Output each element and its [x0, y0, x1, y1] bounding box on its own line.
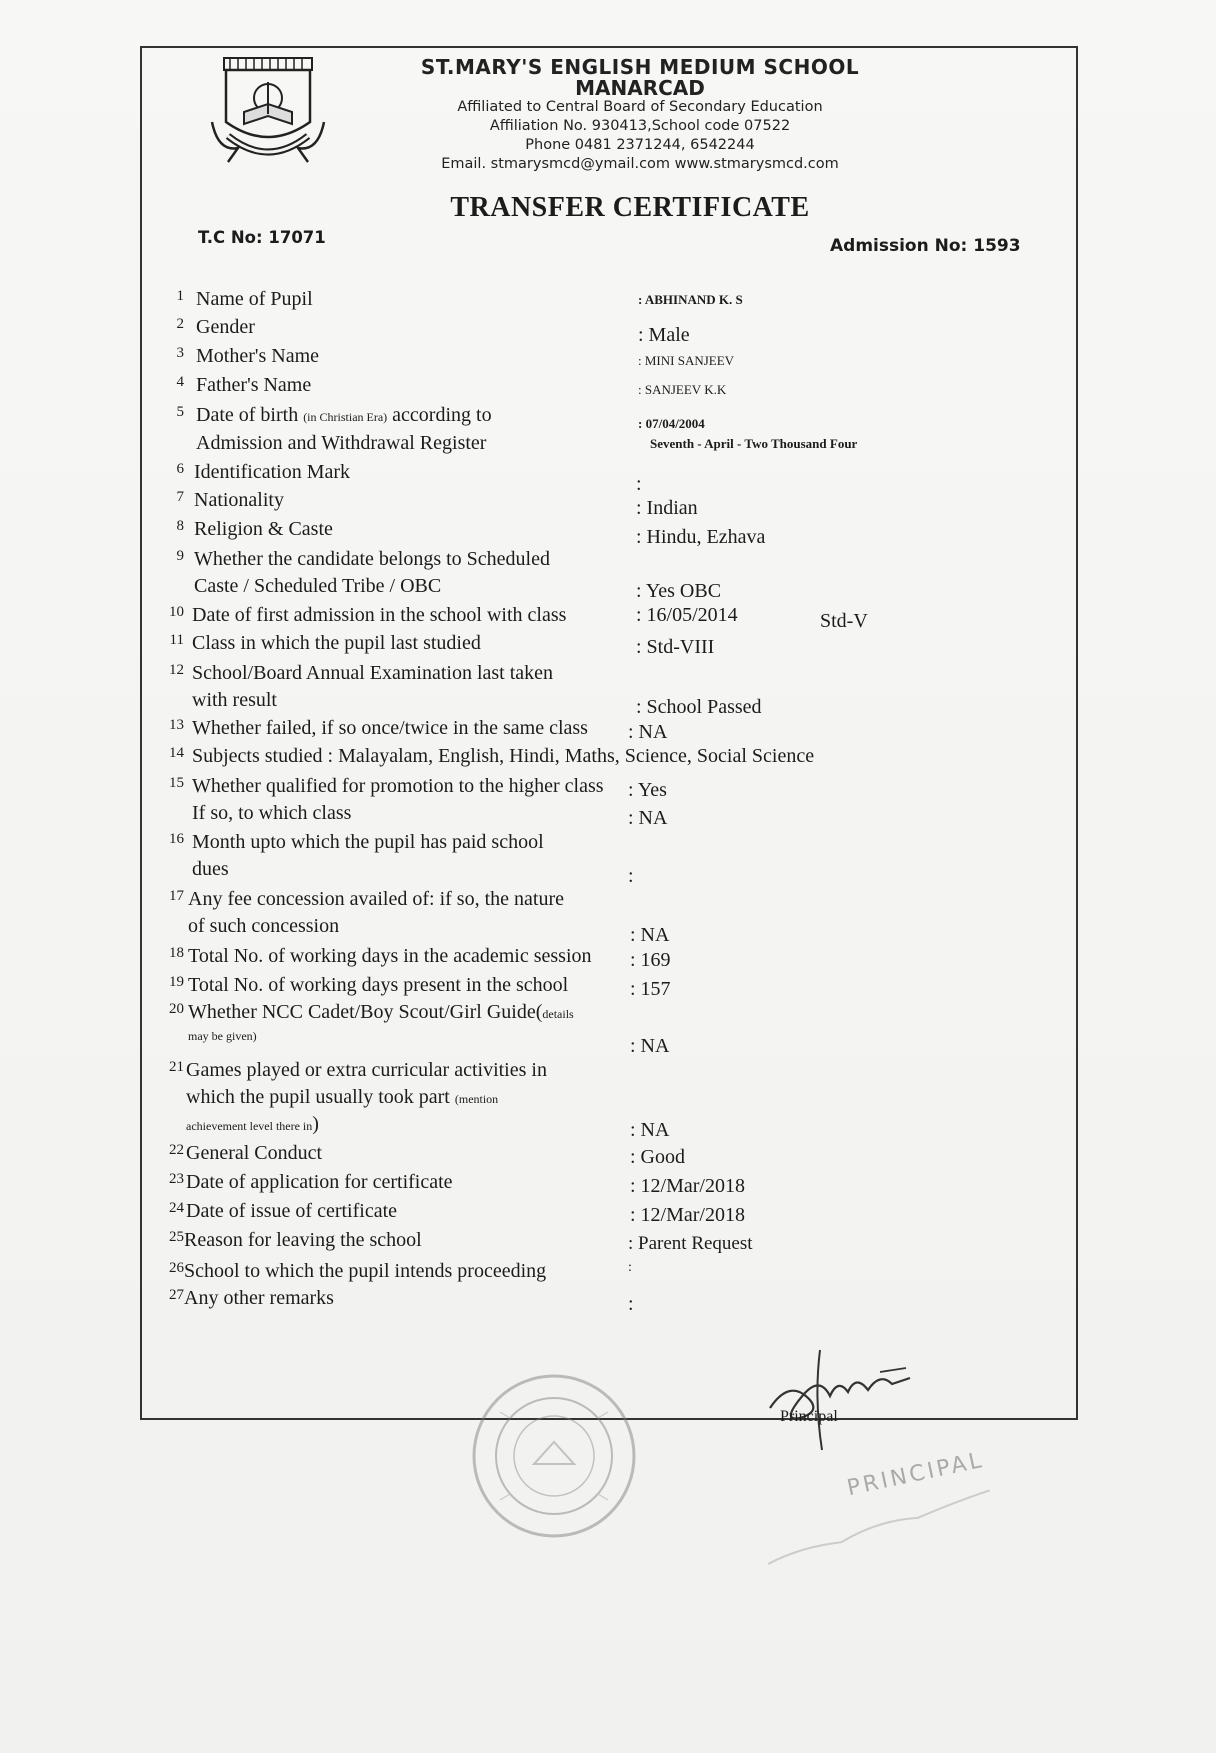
- row-label: Mother's Name: [196, 345, 320, 367]
- row-number: 4: [176, 374, 184, 390]
- contact-line: Email. stmarysmcd@ymail.com www.stmarysmcd.com: [441, 156, 839, 172]
- row-label-line2: of such concession: [188, 915, 340, 937]
- row-number: 23: [169, 1171, 184, 1187]
- row-label: Date of birth: [196, 404, 304, 426]
- principal-signature: [760, 1338, 920, 1458]
- row-label-line3: achievement level there in: [186, 1119, 313, 1133]
- affiliation-line: Affiliated to Central Board of Secondary Education: [457, 99, 823, 115]
- phone-line: Phone 0481 2371244, 6542244: [525, 137, 755, 153]
- row-value-class: : NA: [628, 807, 668, 829]
- row-label-cont: according to: [387, 404, 492, 426]
- row-value: :: [628, 865, 634, 887]
- row-value: : ABHINAND K. S: [638, 292, 743, 307]
- school-seal: [470, 1372, 638, 1540]
- row-number: 7: [176, 489, 184, 505]
- row-value-class: Std-V: [820, 610, 868, 632]
- row-number: 13: [169, 717, 184, 733]
- tc-number: T.C No: 17071: [198, 228, 326, 247]
- row-value: : Std-VIII: [636, 636, 715, 658]
- row-number: 22: [169, 1142, 184, 1158]
- row-number: 18: [169, 945, 184, 961]
- principal-stamp: PRINCIPAL: [844, 1447, 987, 1502]
- row-label-note: details: [542, 1007, 574, 1021]
- school-logo: [208, 52, 328, 170]
- row-number: 15: [169, 775, 184, 791]
- row-value: : 12/Mar/2018: [630, 1204, 745, 1226]
- row-label: Father's Name: [196, 374, 312, 396]
- row-label: Total No. of working days in the academic session: [188, 945, 592, 967]
- row-value: :: [628, 1260, 632, 1275]
- row-label: Reason for leaving the school: [184, 1229, 422, 1251]
- row-label: Any other remarks: [184, 1287, 334, 1309]
- row-label: School to which the pupil intends proceeding: [184, 1260, 547, 1282]
- row-label-close: ): [312, 1113, 319, 1135]
- document-title: TRANSFER CERTIFICATE: [450, 192, 810, 223]
- row-value: : Good: [630, 1146, 685, 1168]
- row-number: 3: [176, 345, 184, 361]
- row-value: : School Passed: [636, 696, 762, 718]
- row-label: Date of first admission in the school with class: [192, 604, 567, 626]
- row-label: Class in which the pupil last studied: [192, 632, 481, 654]
- row-label: Total No. of working days present in the school: [188, 974, 569, 996]
- row-number: 2: [176, 316, 184, 332]
- row-label: General Conduct: [186, 1142, 323, 1164]
- row-number: 16: [169, 831, 184, 847]
- row-value: : Parent Request: [628, 1233, 753, 1254]
- row-value-words: Seventh - April - Two Thousand Four: [650, 436, 858, 451]
- row-label: Subjects studied : Malayalam, English, Hindi, Maths, Science, Social Science: [192, 745, 815, 767]
- row-label: Whether qualified for promotion to the higher class: [192, 775, 604, 797]
- row-value: : SANJEEV K.K: [638, 382, 727, 397]
- row-value: : Yes: [628, 779, 667, 801]
- affiliation-number: Affiliation No. 930413,School code 07522: [489, 118, 791, 134]
- row-label-line2: Caste / Scheduled Tribe / OBC: [194, 575, 442, 597]
- row-number: 20: [169, 1001, 184, 1017]
- admission-number: Admission No: 1593: [830, 236, 1021, 256]
- row-label-line2: dues: [192, 858, 229, 880]
- row-value: :: [636, 473, 642, 495]
- row-label: Any fee concession availed of: if so, the nature: [188, 888, 564, 910]
- row-number: 21: [169, 1059, 184, 1075]
- row-number: 1: [176, 288, 184, 304]
- row-number: 19: [169, 974, 184, 990]
- row-value: : NA: [630, 1035, 670, 1057]
- school-header: [360, 56, 920, 174]
- row-label: Identification Mark: [194, 461, 351, 483]
- row-value: : Male: [638, 324, 690, 346]
- row-value: : 157: [630, 978, 671, 1000]
- row-label-line2: If so, to which class: [192, 802, 352, 824]
- row-label: Whether failed, if so once/twice in the same class: [192, 717, 588, 739]
- row-number: 10: [169, 604, 184, 620]
- row-number: 5: [176, 404, 184, 420]
- row-value: : 16/05/2014: [636, 604, 738, 626]
- row-number: 12: [169, 662, 184, 678]
- row-number: 6: [176, 461, 184, 477]
- row-number: 27: [169, 1287, 184, 1303]
- row-label: Name of Pupil: [196, 288, 313, 310]
- row-number: 17: [169, 888, 184, 904]
- row-label: Date of application for certificate: [186, 1171, 453, 1193]
- row-label: Games played or extra curricular activities in: [186, 1059, 547, 1081]
- row-label: School/Board Annual Examination last taken: [192, 662, 554, 684]
- school-place: MANARCAD: [575, 76, 705, 100]
- row-value: : 12/Mar/2018: [630, 1175, 745, 1197]
- row-number: 9: [176, 548, 184, 564]
- row-number: 14: [169, 745, 184, 761]
- row-value: : 07/04/2004: [638, 416, 705, 431]
- row-label: Whether NCC Cadet/Boy Scout/Girl Guide(: [188, 1001, 543, 1023]
- row-label: Nationality: [194, 489, 284, 511]
- row-number: 26: [169, 1260, 184, 1276]
- row-value: : NA: [630, 1119, 670, 1141]
- row-label: Whether the candidate belongs to Scheduled: [194, 548, 550, 570]
- row-number: 24: [169, 1200, 184, 1216]
- row-label-line2: which the pupil usually took part: [186, 1086, 455, 1108]
- row-value: : Indian: [636, 497, 698, 519]
- row-label: Gender: [196, 316, 255, 338]
- row-value: : NA: [628, 721, 668, 743]
- row-value: : 169: [630, 949, 671, 971]
- row-value: : MINI SANJEEV: [638, 353, 735, 368]
- row-value: :: [628, 1293, 634, 1315]
- row-number: 11: [169, 632, 184, 648]
- principal-label: Principal: [780, 1408, 838, 1425]
- row-label: Month upto which the pupil has paid school: [192, 831, 544, 853]
- row-value: : NA: [630, 924, 670, 946]
- row-label: Date of issue of certificate: [186, 1200, 398, 1222]
- row-label-note: (mention: [454, 1092, 499, 1106]
- row-label-note: (in Christian Era): [303, 410, 388, 424]
- row-label: Religion & Caste: [194, 518, 333, 540]
- row-label-line2: with result: [192, 689, 277, 711]
- school-name: ST.MARY'S ENGLISH MEDIUM SCHOOL: [420, 55, 860, 79]
- row-number: 8: [176, 518, 184, 534]
- row-value: : Yes OBC: [636, 580, 722, 602]
- row-number: 25: [169, 1229, 184, 1245]
- row-label-line2: Admission and Withdrawal Register: [196, 432, 487, 454]
- row-value: : Hindu, Ezhava: [636, 526, 766, 548]
- row-label-line2: may be given): [188, 1029, 257, 1043]
